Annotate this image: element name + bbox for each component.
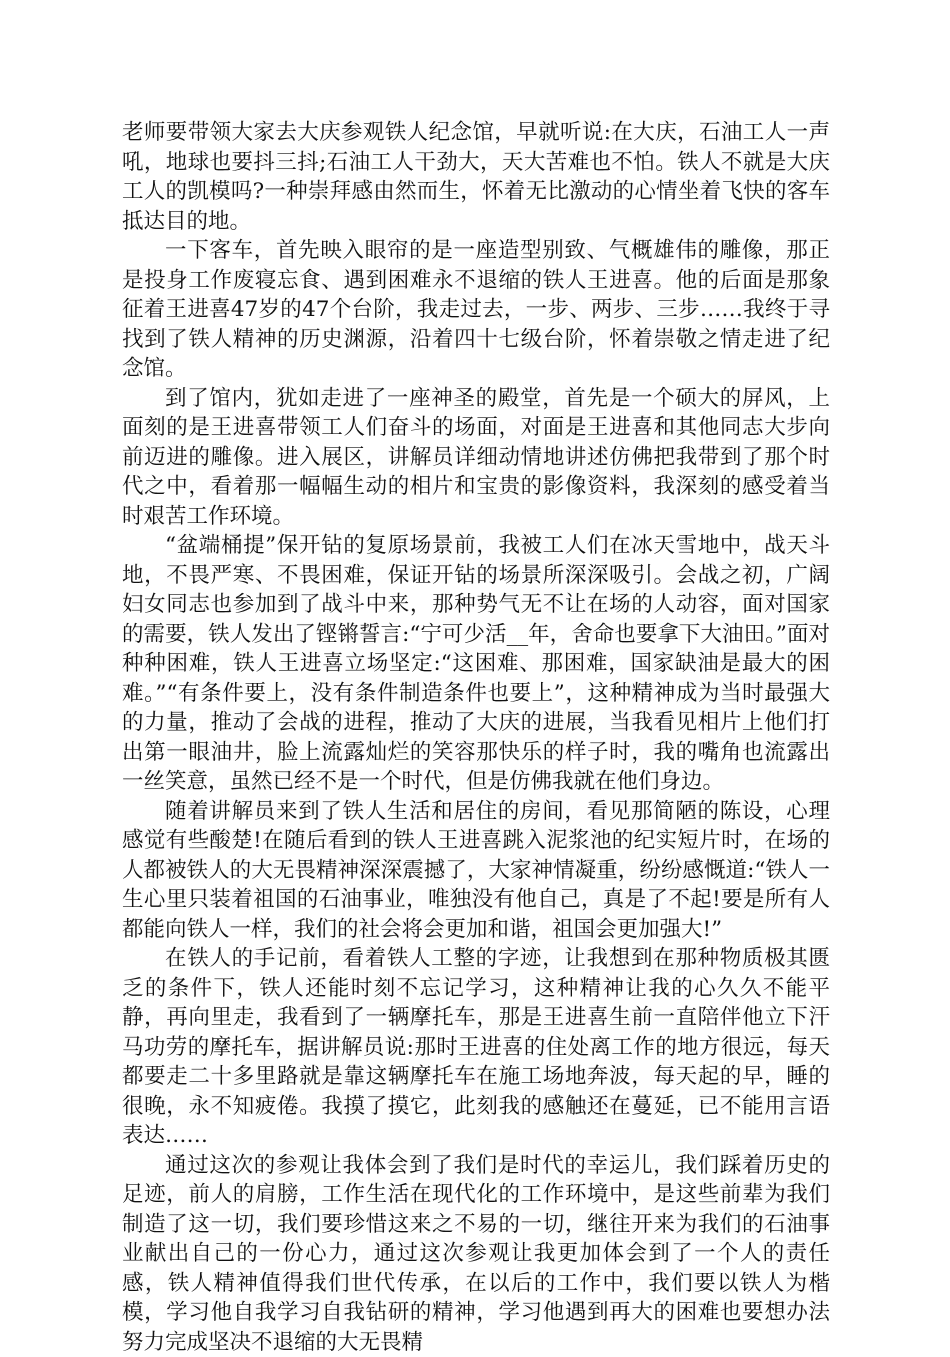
paragraph-5: 随着讲解员来到了铁人生活和居住的房间，看见那简陋的陈设，心理感觉有些酸楚!在随后看到的铁人王进喜跳入泥浆池的纪实短片时，在场的人都被铁人的大无畏精神深深震撼了，大家神情凝重，纷纷感慨道:“铁人一生心里只装着祖国的石油事业，唯独没有他自己，真是了不起!要是所有人都能向铁人一样，我们的社会将会更加和谐，祖国会更加强大!” (122, 797, 830, 945)
paragraph-3: 到了馆内，犹如走进了一座神圣的殿堂，首先是一个硕大的屏风，上面刻的是王进喜带领工人们奋斗的场面，对面是王进喜和其他同志大步向前迈进的雕像。进入展区，讲解员详细动情地讲述仿佛把我带到了那个时代之中，看着那一幅幅生动的相片和宝贵的影像资料，我深刻的感受着当时艰苦工作环境。 (122, 384, 830, 532)
document-body (122, 118, 830, 1357)
paragraph-2: 一下客车，首先映入眼帘的是一座造型别致、气概雄伟的雕像，那正是投身工作废寝忘食、遇到困难永不退缩的铁人王进喜。他的后面是那象征着王进喜47岁的47个台阶，我走过去，一步、两步、三步……我终于寻找到了铁人精神的历史渊源，沿着四十七级台阶，怀着崇敬之情走进了纪念馆。 (122, 236, 830, 384)
paragraph-6: 在铁人的手记前，看着铁人工整的字迹，让我想到在那种物质极其匮乏的条件下，铁人还能时刻不忘记学习，这种精神让我的心久久不能平静，再向里走，我看到了一辆摩托车，那是王进喜生前一直陪伴他立下汗马功劳的摩托车，据讲解员说:那时王进喜的住处离工作的地方很远，每天都要走二十多里路就是靠这辆摩托车在施工场地奔波，每天起的早，睡的很晚，永不知疲倦。我摸了摸它，此刻我的感触还在蔓延，已不能用言语表达…… (122, 944, 830, 1151)
paragraph-7: 通过这次的参观让我体会到了我们是时代的幸运儿，我们踩着历史的足迹，前人的肩膀，工作生活在现代化的工作环境中，是这些前辈为我们制造了这一切，我们要珍惜这来之不易的一切，继往开来为我们的石油事业献出自己的一份心力，通过这次参观让我更加体会到了一个人的责任感，铁人精神值得我们世代传承，在以后的工作中，我们要以铁人为楷模，学习他自我学习自我钻研的精神，学习他遇到再大的困难也要想办法努力完成坚决不退缩的大无畏精 (122, 1151, 830, 1357)
paragraph-1: 老师要带领大家去大庆参观铁人纪念馆，早就听说:在大庆，石油工人一声吼，地球也要抖三抖;石油工人干劲大，天大苦难也不怕。铁人不就是大庆工人的凯模吗?一种崇拜感由然而生，怀着无比激动的心情坐着飞快的客车抵达目的地。 (122, 118, 830, 236)
paragraph-4: “盆端桶提”保开钻的复原场景前，我被工人们在冰天雪地中，战天斗地，不畏严寒、不畏困难，保证开钻的场景所深深吸引。会战之初，广阔妇女同志也参加到了战斗中来，那种势气无不让在场的人动容，面对国家的需要，铁人发出了铿锵誓言:“宁可少活__年，舍命也要拿下大油田。”面对种种困难，铁人王进喜立场坚定:“这困难、那困难，国家缺油是最大的困难。”“有条件要上，没有条件制造条件也要上”，这种精神成为当时最强大的力量，推动了会战的进程，推动了大庆的进展，当我看见相片上他们打出第一眼油井，脸上流露灿烂的笑容那快乐的样子时，我的嘴角也流露出一丝笑意，虽然已经不是一个时代，但是仿佛我就在他们身边。 (122, 531, 830, 797)
